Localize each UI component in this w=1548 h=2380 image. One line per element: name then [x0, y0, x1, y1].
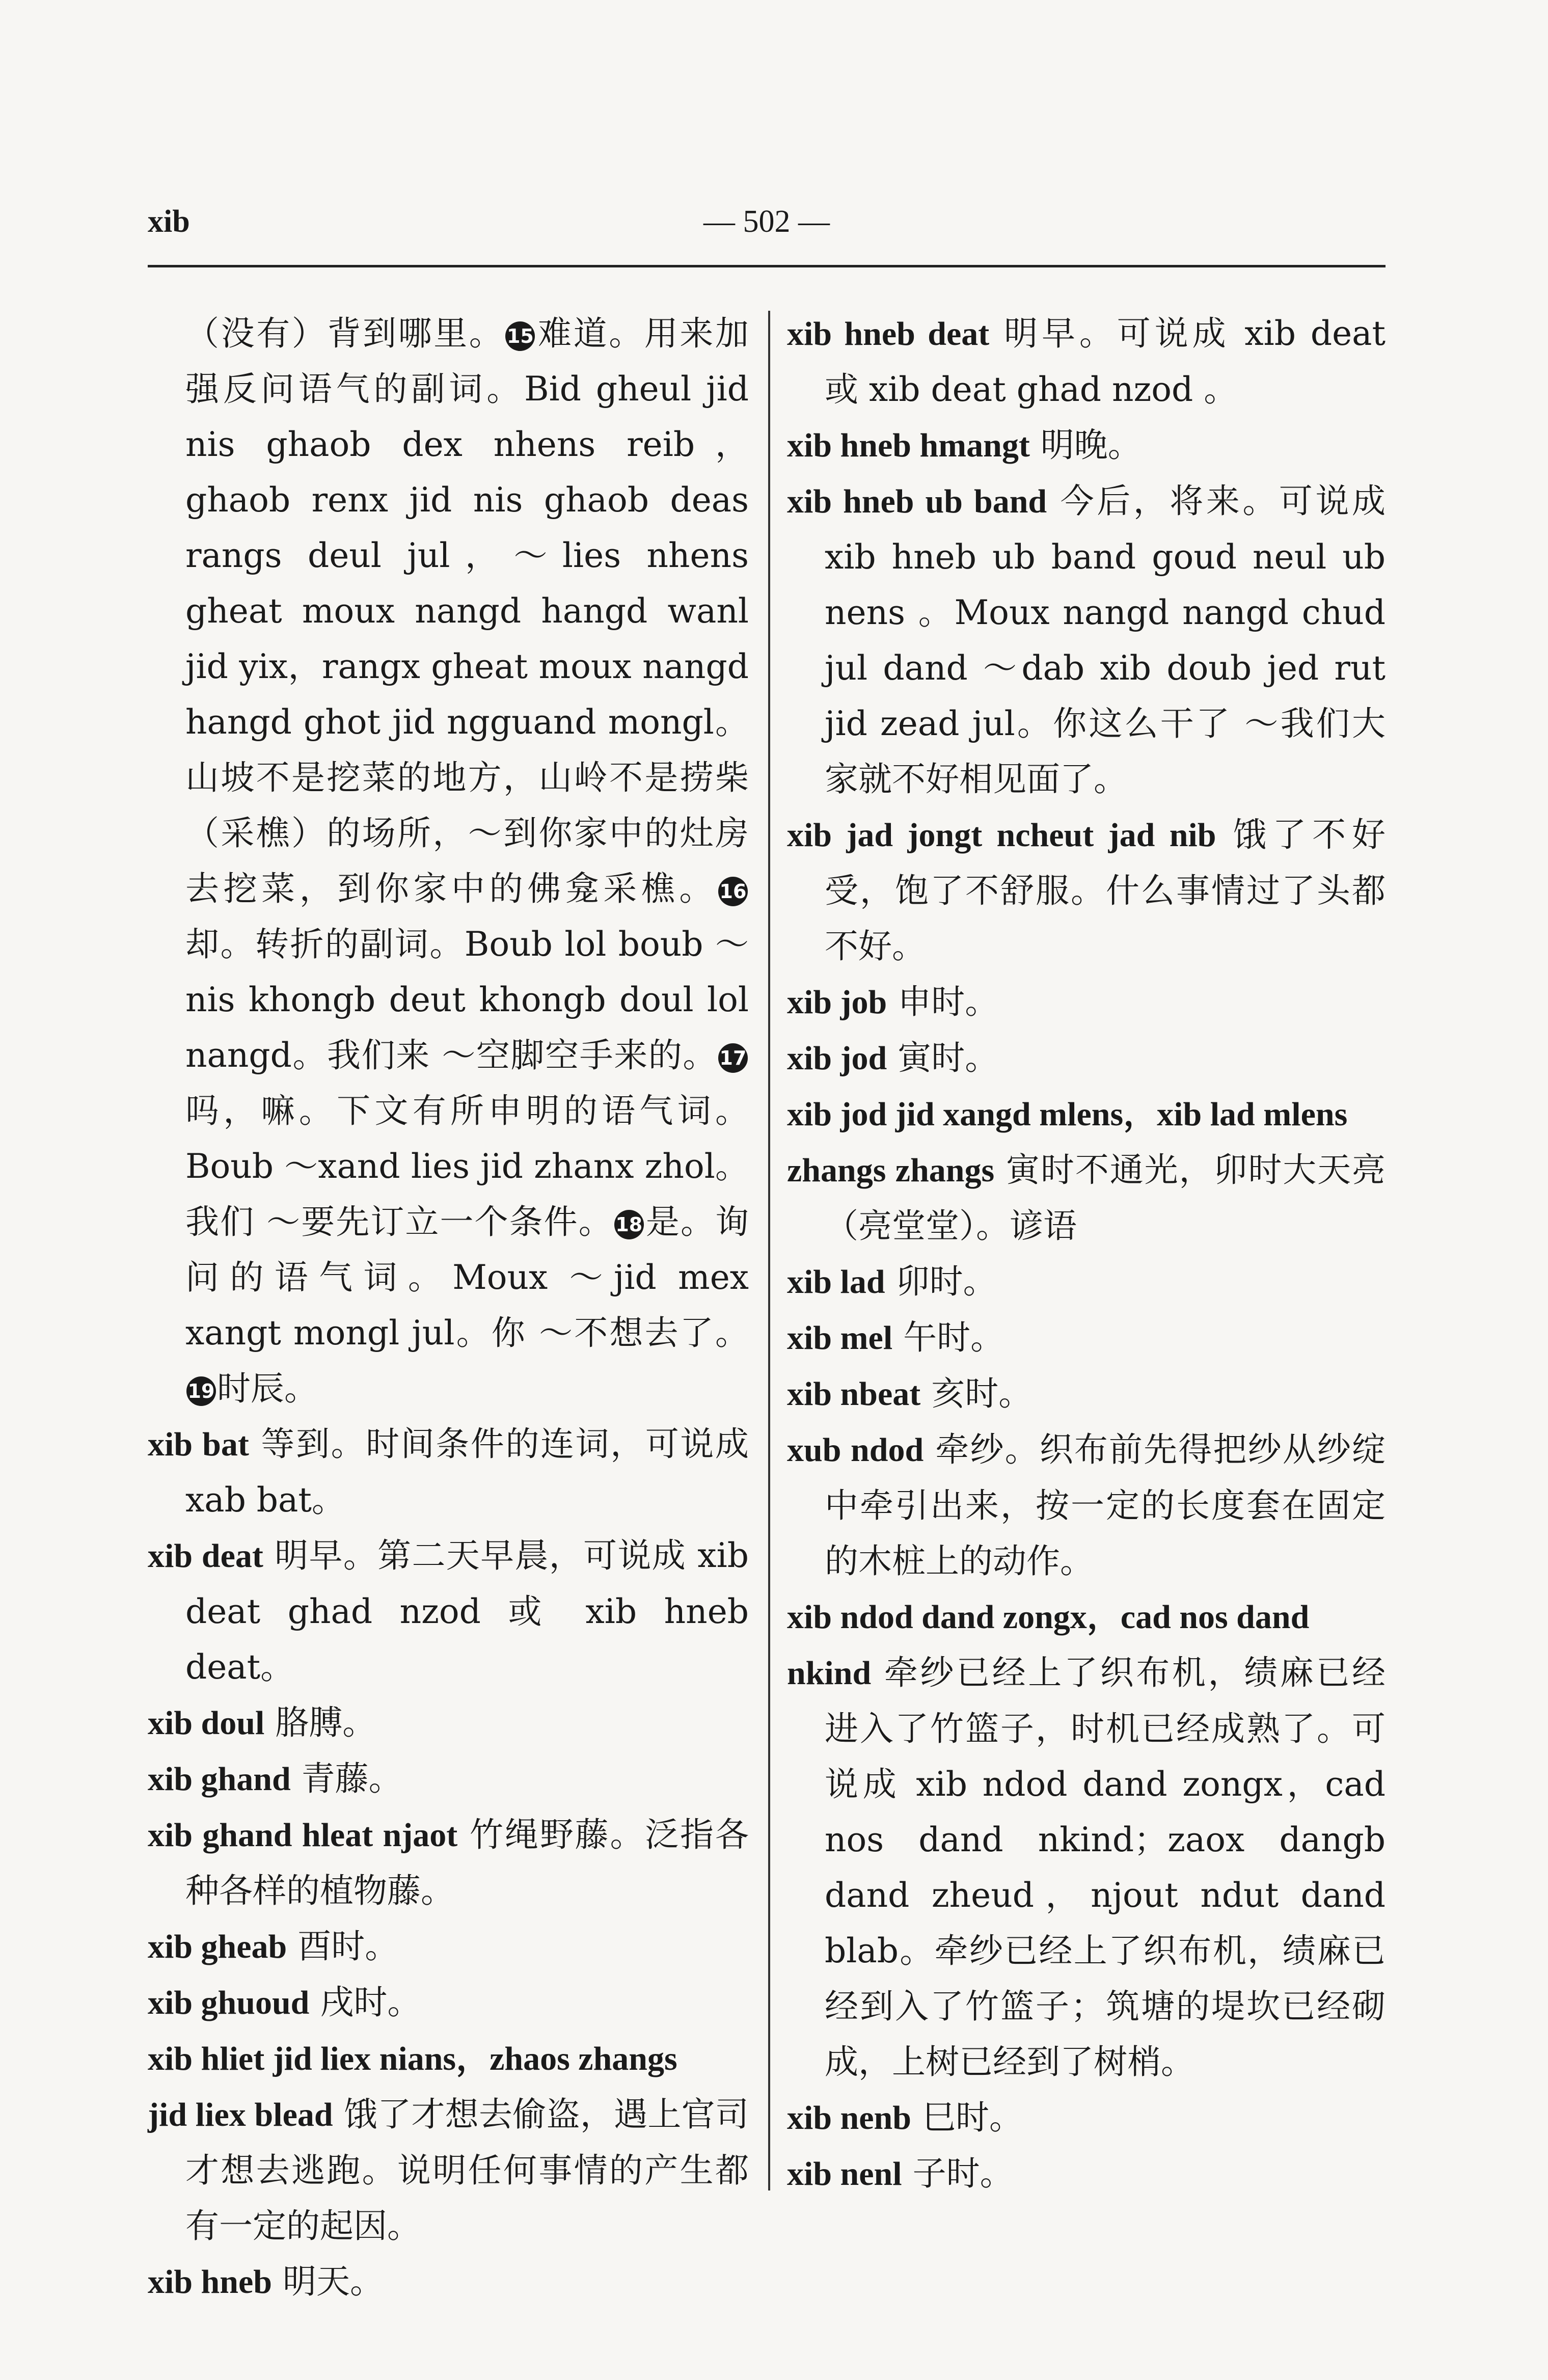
- entry-definition: 牵纱已经上了织布机，绩麻已经进入了竹篮子，时机已经成熟了。可说成 xib ndod dand zongx，cad nos dand nkind；zaox dangb dand zheud，njout ndut dand blab。牵纱已经上了织布机，绩麻已经到入了竹篮子；筑塘的堤坎已经砌成，上树已经到了树梢。: [825, 1653, 1386, 2081]
- page-number: — 502 —: [703, 204, 830, 239]
- entry-headword: xib jod: [787, 1040, 887, 1077]
- continuation-text: 难道。用来加强反问语气的副词。Bid gheul jid nis ghaob dex nhens reib，ghaob renx jid nis ghaob deas rangs deul jul，～lies nhens gheat moux nangd hangd wanl jid yix，rangx gheat moux nangd hangd ghot jid ngguand mongl。山坡不是挖菜的地方，山岭不是捞柴（采樵）的场所，～到你家中的灶房去挖菜，到你家中的佛龛采樵。: [185, 314, 749, 908]
- entry-headword: xub ndod: [787, 1431, 924, 1469]
- dictionary-entry: [787, 473, 1386, 807]
- sense-number-badge: 15: [505, 321, 535, 351]
- entry-definition: 午时。: [892, 1318, 1004, 1357]
- entry-headword: xib hliet jid liex nians，zhaos zhangs: [148, 2040, 677, 2077]
- entry-headword: xib jad jongt ncheut jad nib: [787, 817, 1216, 854]
- continuation-text: 吗，嘛。下文有所申明的语气词。Boub ～xand lies jid zhanx zhol。我们 ～要先订立一个条件。: [185, 1091, 749, 1241]
- dictionary-entry-long-headword: [148, 2031, 749, 2087]
- entry-headword: xib jod jid xangd mlens，xib lad mlens: [787, 1096, 1348, 1133]
- dictionary-entry: [148, 1918, 749, 1975]
- entry-definition: 申时。: [887, 982, 999, 1021]
- entry-headword: xib nenb: [787, 2099, 911, 2136]
- dictionary-entry-long-headword: [787, 1589, 1386, 1645]
- sense-number-badge: 16: [718, 877, 748, 906]
- column-divider: [768, 311, 770, 2190]
- entry-headword: zhangs zhangs: [787, 1152, 995, 1189]
- entry-headword: xib doul: [148, 1705, 265, 1742]
- entry-definition: 今后，将来。可说成 xib hneb ub band goud neul ub nens 。Moux nangd nangd chud jul dand ～dab xib doub jed rut jid zead jul。你这么干了 ～我们大家就不好相见面了。: [825, 481, 1386, 799]
- entry-definition: 饿了才想去偷盗，遇上官司才想去逃跑。说明任何事情的产生都有一定的起因。: [185, 2095, 749, 2246]
- header-rule: [148, 265, 1386, 267]
- entry-headword: xib nenl: [787, 2155, 902, 2193]
- entry-definition: 胳膊。: [264, 1703, 376, 1742]
- entry-headword: xib lad: [787, 1263, 885, 1301]
- dictionary-entry: [787, 306, 1386, 417]
- dictionary-entry: [787, 1030, 1386, 1086]
- sense-number-badge: 18: [614, 1210, 644, 1239]
- entry-headword: xib hneb: [148, 2263, 272, 2301]
- entry-headword: xib nbeat: [787, 1375, 921, 1413]
- entry-headword: jid liex blead: [148, 2096, 333, 2133]
- continuation-text: 是。询问的语气词。Moux ～jid mex xangt mongl jul。你 ～不想去了。: [185, 1202, 749, 1353]
- continuation-text: 却。转折的副词。Boub lol boub ～ nis khongb deut khongb doul lol nangd。我们来 ～空脚空手来的。: [185, 925, 749, 1075]
- entry-headword: xib deat: [148, 1537, 263, 1575]
- continuation-text: （没有）背到哪里。: [185, 314, 505, 353]
- entry-definition: 巳时。: [911, 2098, 1023, 2137]
- entry-definition: 牵纱。织布前先得把纱从纱绽中牵引出来，按一定的长度套在固定的木桩上的动作。: [825, 1430, 1386, 1581]
- dictionary-entry: [787, 2090, 1386, 2146]
- entry-headword: xib ndod dand zongx，cad nos dand: [787, 1599, 1310, 1636]
- entry-headword: xib bat: [148, 1426, 249, 1463]
- continuation-text: 时辰。: [217, 1369, 318, 1408]
- entry-definition: 明晚。: [1029, 425, 1142, 465]
- entry-definition: 明早。可说成 xib deat 或 xib deat ghad nzod 。: [825, 314, 1386, 409]
- entry-definition: 饿了不好受，饱了不舒服。什么事情过了头都不好。: [825, 815, 1386, 966]
- page-header: [148, 204, 1386, 245]
- entry-headword: nkind: [787, 1655, 872, 1692]
- dictionary-entry: [787, 417, 1386, 473]
- entry-definition: 寅时。: [887, 1038, 999, 1077]
- entry-definition: 明早。第二天早晨，可说成 xib deat ghad nzod 或 xib hneb deat。: [185, 1536, 749, 1687]
- dictionary-entry: [148, 1416, 749, 1528]
- running-head: xib: [148, 204, 190, 239]
- entry-headword: xib ghuoud: [148, 1984, 310, 2021]
- dictionary-entry: [787, 974, 1386, 1030]
- entry-definition: 明天。: [271, 2262, 384, 2301]
- sense-number-badge: 19: [186, 1376, 216, 1406]
- dictionary-entry: [148, 1807, 749, 1918]
- entry-headword: xib ghand hleat njaot: [148, 1817, 458, 1854]
- entry-definition: 子时。: [902, 2154, 1014, 2193]
- dictionary-entry-continued: [787, 1142, 1386, 1254]
- entry-definition: 亥时。: [920, 1374, 1033, 1413]
- entry-headword: xib mel: [787, 1319, 893, 1357]
- right-column: [787, 306, 1386, 2202]
- sense-number-badge: 17: [718, 1043, 748, 1073]
- entry-definition: 卯时。: [885, 1262, 997, 1301]
- entry-headword: xib job: [787, 984, 887, 1021]
- dictionary-entry: [787, 2146, 1386, 2202]
- entry-headword: xib hneb deat: [787, 315, 990, 353]
- dictionary-entry: [787, 1254, 1386, 1310]
- dictionary-entry: [148, 1975, 749, 2031]
- entry-definition: 寅时不通光，卯时大天亮（亮堂堂）。谚语: [825, 1150, 1386, 1246]
- dictionary-entry-continued: [148, 2087, 749, 2254]
- entry-definition: 等到。时间条件的连词，可说成 xab bat。: [185, 1424, 749, 1520]
- dictionary-entry: [787, 1310, 1386, 1366]
- dictionary-entry-continued: [787, 1645, 1386, 2090]
- entry-definition: 酉时。: [287, 1927, 399, 1966]
- entry-headword: xib gheab: [148, 1928, 287, 1965]
- left-column: [148, 306, 749, 2310]
- dictionary-entry: [148, 1751, 749, 1807]
- dictionary-entry: [787, 807, 1386, 974]
- entry-definition: 竹绳野藤。泛指各种各样的植物藤。: [185, 1815, 749, 1910]
- dictionary-entry: [148, 2254, 749, 2310]
- entry-headword: xib ghand: [148, 1761, 291, 1798]
- dictionary-entry: [148, 1695, 749, 1751]
- entry-definition: 青藤。: [290, 1759, 402, 1798]
- dictionary-entry: [787, 1366, 1386, 1422]
- dictionary-entry-long-headword: [787, 1086, 1386, 1142]
- dictionary-entry: [148, 1528, 749, 1695]
- dictionary-entry: [787, 1422, 1386, 1589]
- entry-headword: xib hneb ub band: [787, 483, 1047, 520]
- continuation-paragraph: [148, 306, 749, 1416]
- entry-headword: xib hneb hmangt: [787, 427, 1030, 464]
- entry-definition: 戌时。: [309, 1983, 421, 2022]
